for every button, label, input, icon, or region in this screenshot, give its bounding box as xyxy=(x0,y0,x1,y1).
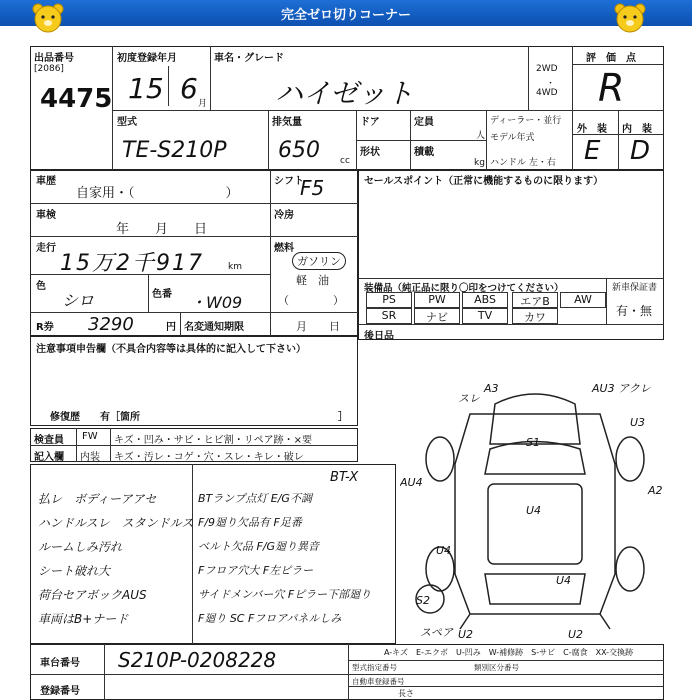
damage-mark: スレ xyxy=(458,392,480,405)
equipment-option: ナビ xyxy=(414,308,460,324)
remark-left-line: ルームしみ汚れ xyxy=(38,540,123,554)
remark-left-line: 車両はB+ナード xyxy=(38,612,129,626)
person-unit: 人 xyxy=(476,131,486,141)
drive-2wd: 2WD xyxy=(536,64,558,74)
recycle-value: 3290 xyxy=(88,314,134,335)
lot-sub: [2086] xyxy=(34,64,64,74)
new-car-warranty-label: 新車保証書 xyxy=(612,283,658,293)
legend-text: A-キズ E-エクボ U-凹み W-補修跡 S-サビ C-腐食 XX-交換跡 xyxy=(384,648,634,657)
damage-mark: スペア xyxy=(420,626,453,639)
entry-label: 記入欄 xyxy=(34,452,64,463)
lot-label: 出品番号 xyxy=(34,53,74,64)
fuel-gas: ガソリン xyxy=(292,252,346,270)
displacement-label: 排気量 xyxy=(272,117,302,128)
shift-label: シフト xyxy=(274,176,304,187)
inspector-items: キズ・凹み・サビ・ヒビ割・リペア跡・×要 xyxy=(114,435,312,446)
equipment-option: カワ xyxy=(512,308,558,324)
mileage-value: 15万2千917 xyxy=(60,251,204,276)
equipment-option: PW xyxy=(414,292,460,308)
damage-mark: U4 xyxy=(436,544,452,557)
equipment-label: 装備品（純正品に限り〇印をつけてください） xyxy=(364,283,564,294)
remark-right-line: ベルト欠品 F/G廻り異音 xyxy=(198,540,320,553)
remark-right-line: BTランプ点灯 E/G不調 xyxy=(198,492,312,505)
dealer-label: ディーラー・並行 xyxy=(490,116,562,126)
small-label-2: 類別区分番号 xyxy=(474,663,519,672)
equipment-option: ABS xyxy=(462,292,508,308)
name-change-label: 名変通知期限 xyxy=(184,322,244,333)
drive-dot: ・ xyxy=(546,79,556,89)
damage-mark: U2 xyxy=(458,628,474,641)
car-name: ハイゼット xyxy=(275,77,414,110)
displacement-value: 650 xyxy=(278,138,320,163)
model-value: TE-S210P xyxy=(122,138,227,163)
first-reg-label: 初度登録年月 xyxy=(117,53,177,64)
remarks-right-header: BT-X xyxy=(330,470,359,485)
km-unit: km xyxy=(228,262,242,272)
mascot-bear-icon-left xyxy=(30,2,66,34)
damage-mark: S1 xyxy=(526,436,540,449)
mileage-label: 走行 xyxy=(36,243,56,254)
banner-title: 完全ゼロ切りコーナー xyxy=(280,7,411,23)
month-unit: 月 xyxy=(198,99,208,109)
exterior-label: 外 装 xyxy=(577,124,607,135)
car-damage-diagram xyxy=(400,374,670,644)
entry-items: キズ・汚レ・コゲ・穴・スレ・キレ・破レ xyxy=(114,452,304,463)
name-change-value: 月 日 xyxy=(296,320,340,333)
notes-label: 注意事項申告欄（不具合内容等は具体的に記入して下さい） xyxy=(36,344,306,355)
ac-label: 冷房 xyxy=(274,210,294,221)
equipment-option: エアB xyxy=(512,292,558,308)
inspection-label: 車検 xyxy=(36,210,56,221)
damage-mark: U3 xyxy=(630,416,646,429)
small-label-1: 型式指定番号 xyxy=(352,663,397,672)
capacity-label: 定員 xyxy=(414,117,434,128)
lot-number: 4475 xyxy=(40,84,113,114)
remark-right-line: サイドメンバー穴 Fピラー下部廻り xyxy=(198,588,372,601)
model-label: 型式 xyxy=(117,117,137,128)
equipment-option: PS xyxy=(366,292,412,308)
small-label-3: 自動車登録番号 xyxy=(352,677,405,686)
length-label: 長さ xyxy=(398,689,414,698)
warranty-value: 有・無 xyxy=(616,304,653,318)
title-banner xyxy=(0,0,692,26)
mascot-bear-icon-right xyxy=(612,2,648,34)
fuel-label: 燃料 xyxy=(274,243,294,254)
door-label: ドア xyxy=(360,117,380,128)
damage-mark: AU3 アクレ xyxy=(592,382,651,395)
car-name-label: 車名・グレード xyxy=(214,53,284,64)
repair-label: 修復歴 有［箇所 xyxy=(50,412,140,423)
remark-left-line: ハンドルスレ スタンドルス xyxy=(38,516,194,530)
damage-mark: S2 xyxy=(416,594,430,607)
drive-4wd: 4WD xyxy=(536,88,558,98)
rear-seat-label: 後日品 xyxy=(364,331,394,342)
color-no-label: 色番 xyxy=(152,289,172,300)
remark-right-line: F/9廻り欠品有 F足番 xyxy=(198,516,302,529)
equipment-option: TV xyxy=(462,308,508,324)
damage-mark: U4 xyxy=(526,504,542,517)
color-value: シロ xyxy=(62,291,95,310)
inspection-value: 年 月 日 xyxy=(116,222,208,237)
use-value: 自家用・（ ） xyxy=(76,186,239,201)
inspector-fw: FW xyxy=(82,431,98,442)
remark-right-line: Fフロア穴大 F左ピラー xyxy=(198,564,314,577)
color-no-value: ・W09 xyxy=(190,293,243,312)
repair-close: ］ xyxy=(338,412,348,423)
grade-value: R xyxy=(598,66,625,110)
remark-left-line: シート破れ大 xyxy=(38,564,111,578)
kg-unit: kg xyxy=(474,158,485,168)
damage-mark: A2 xyxy=(648,484,663,497)
fuel-diesel: 軽 油 xyxy=(296,274,329,287)
fuel-paren: （ ） xyxy=(278,294,344,307)
shift-value: F5 xyxy=(300,176,325,200)
cc-unit: cc xyxy=(340,156,350,166)
equipment-option: SR xyxy=(366,308,412,324)
chassis-value: S210P-0208228 xyxy=(118,648,277,672)
entry-interior: 内装 xyxy=(80,452,100,463)
grade-label: 評 価 点 xyxy=(586,53,636,64)
interior-label: 内 装 xyxy=(622,124,652,135)
exterior-value: E xyxy=(584,136,601,166)
reg-label: 登録番号 xyxy=(40,686,80,697)
chassis-label: 車台番号 xyxy=(40,658,80,669)
equipment-option: AW xyxy=(560,292,606,308)
model-year-label: モデル年式 xyxy=(490,133,535,143)
recycle-label: R券 xyxy=(36,322,54,333)
color-label: 色 xyxy=(36,281,46,292)
damage-mark: U2 xyxy=(568,628,584,641)
damage-mark: AU4 xyxy=(400,476,423,489)
damage-mark: A3 xyxy=(484,382,499,395)
remark-left-line: 払レ ボディーアアセ xyxy=(38,492,157,506)
interior-value: D xyxy=(630,136,651,166)
first-reg-month: 6 xyxy=(180,72,198,105)
inspector-label: 検査員 xyxy=(34,435,64,446)
shape-label: 形状 xyxy=(360,147,380,158)
load-label: 積載 xyxy=(414,147,434,158)
remark-right-line: F廻り SC Fフロアパネルしみ xyxy=(198,612,342,625)
first-reg-year: 15 xyxy=(128,72,164,105)
remark-left-line: 荷台セアボックAUS xyxy=(38,588,147,602)
damage-mark: U4 xyxy=(556,574,572,587)
use-label: 車歴 xyxy=(36,176,56,187)
yen-unit: 円 xyxy=(166,322,176,333)
sales-point-label: セールスポイント（正常に機能するものに限ります） xyxy=(364,176,604,187)
handle-label: ハンドル 左・右 xyxy=(490,158,556,168)
